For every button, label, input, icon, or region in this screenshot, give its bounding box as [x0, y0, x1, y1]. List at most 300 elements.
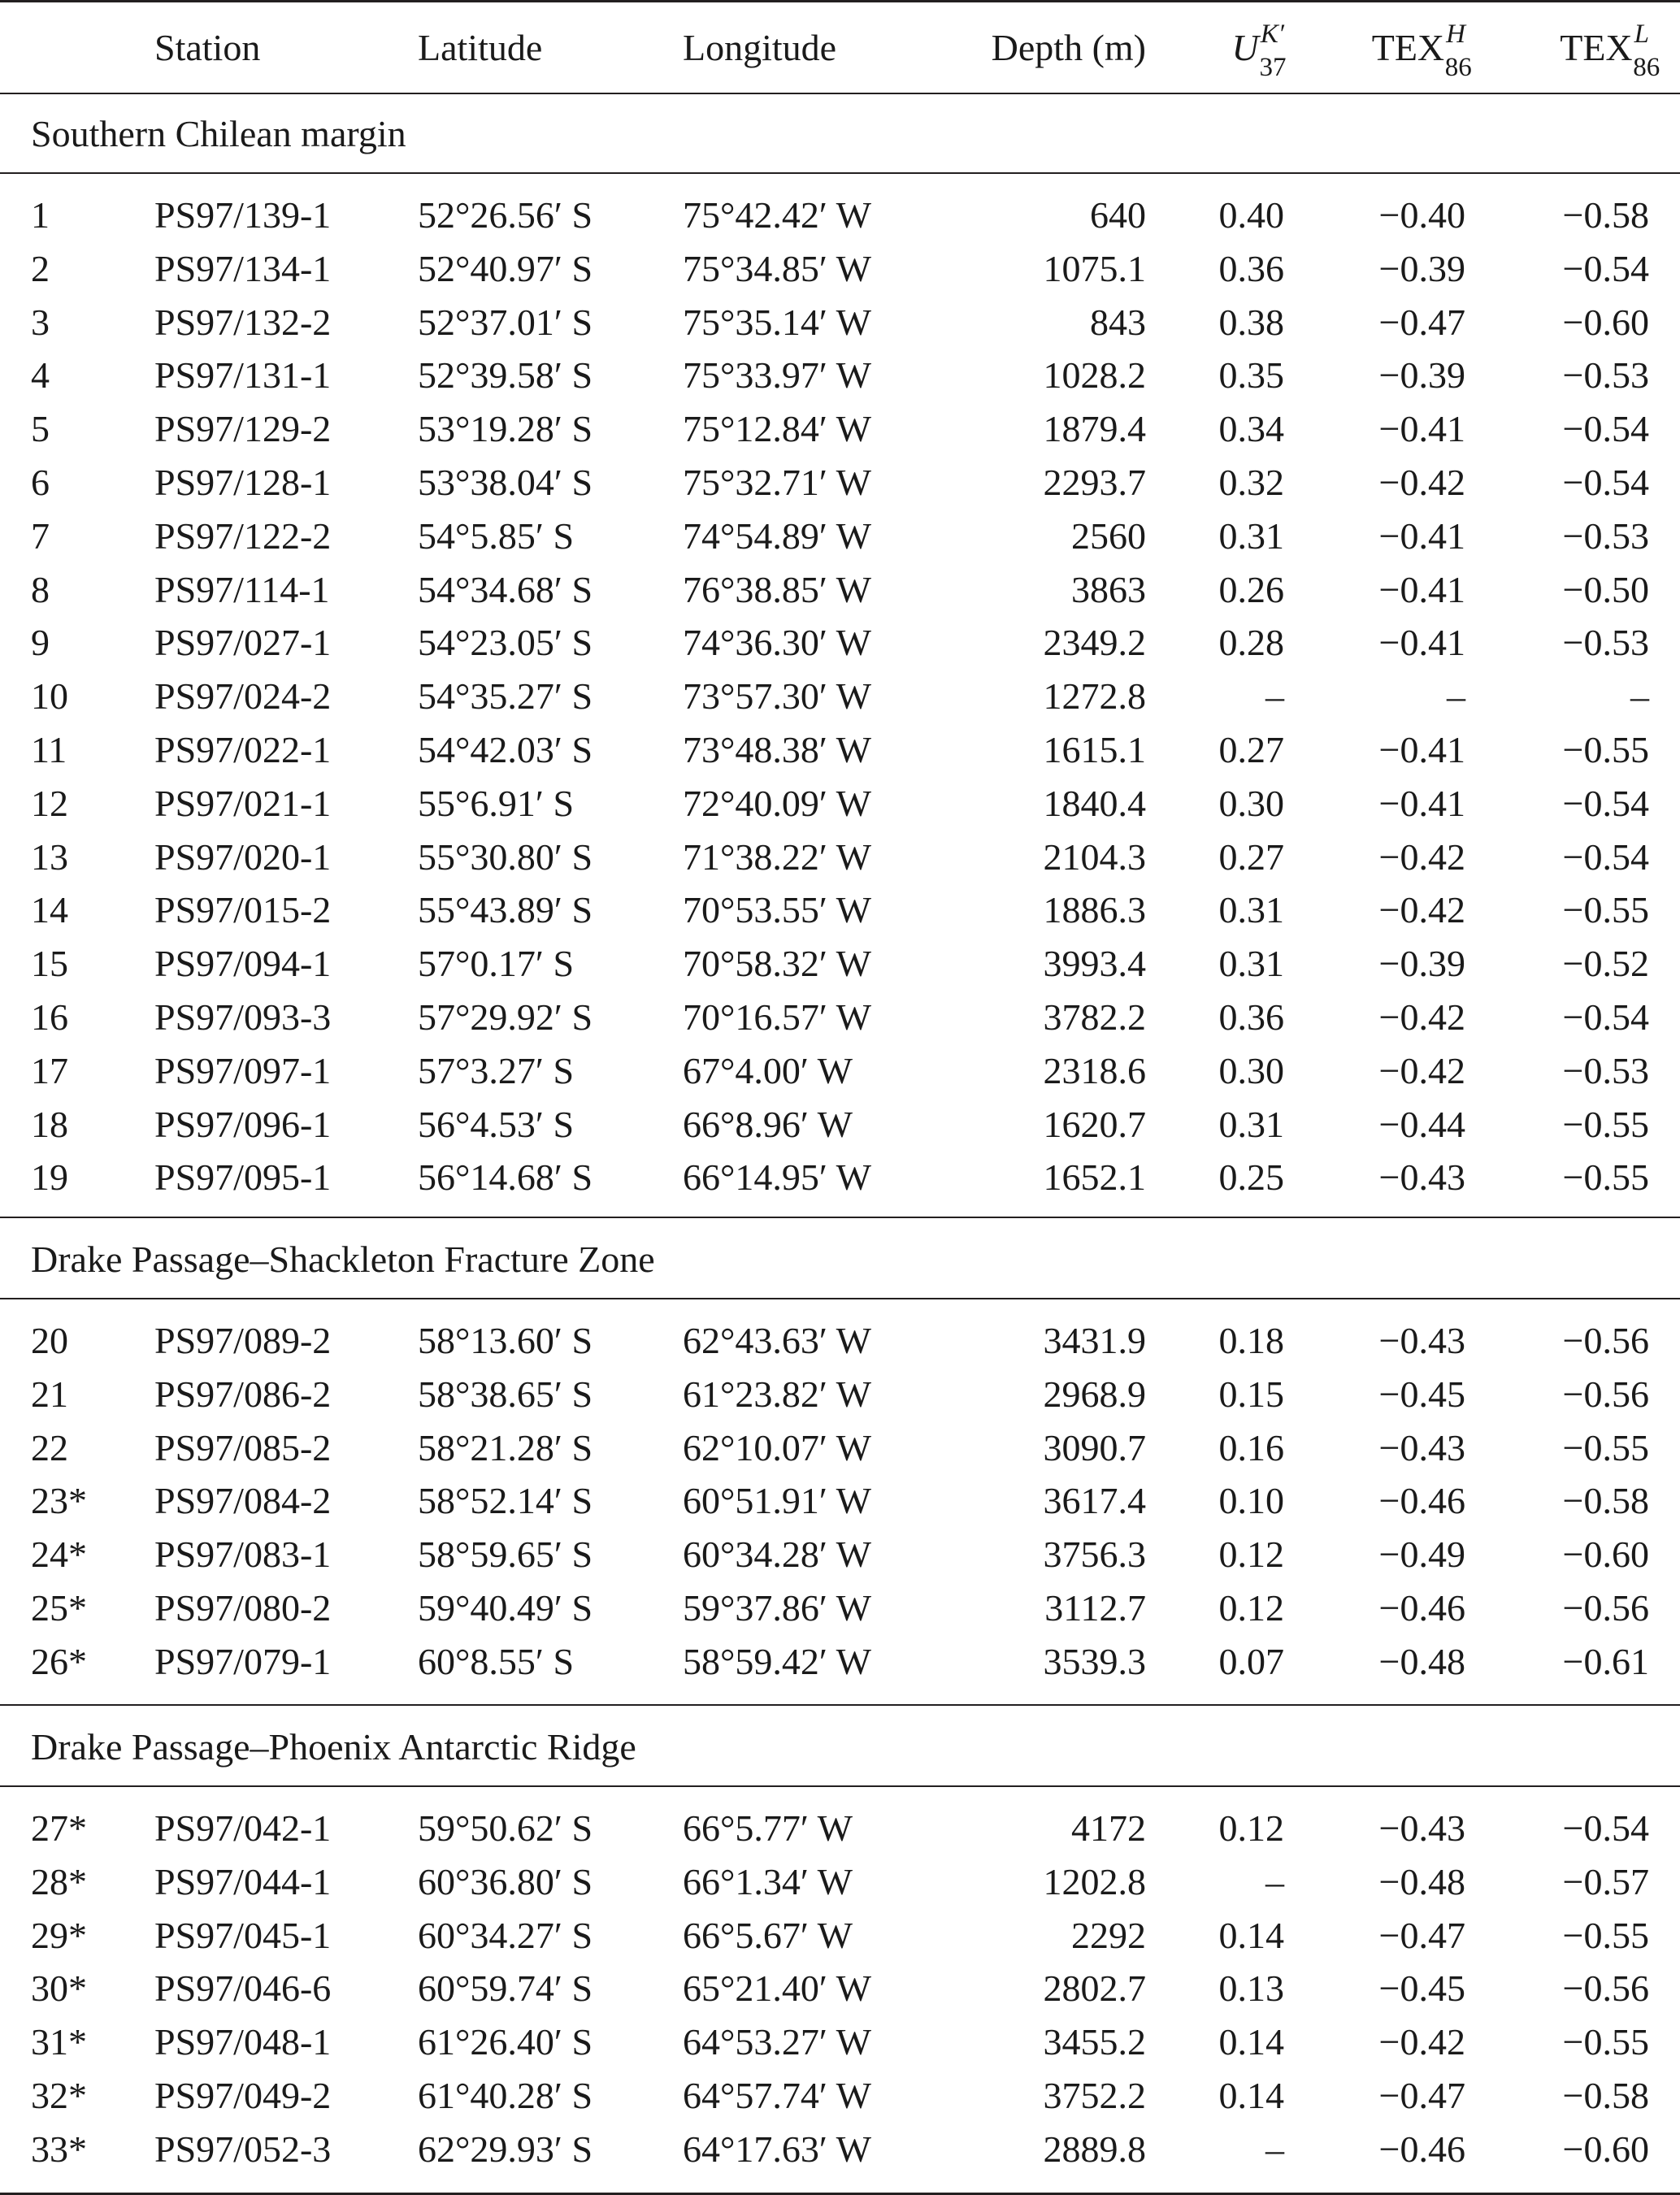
depth: 3863 — [1071, 568, 1146, 610]
longitude: 73°48.38′ W — [683, 729, 872, 770]
tex86l-value: −0.55 — [1562, 2021, 1649, 2063]
uk37-value: 0.30 — [1218, 1049, 1284, 1091]
station-id: PS97/046-6 — [154, 1967, 332, 2010]
depth: 2349.2 — [1043, 622, 1146, 664]
longitude: 65°21.40′ W — [683, 1967, 872, 2010]
table-row — [0, 402, 1680, 456]
latitude: 54°35.27′ S — [418, 675, 593, 718]
longitude: 70°53.55′ W — [683, 889, 872, 931]
table-row — [0, 723, 1680, 777]
longitude: 60°51.91′ W — [683, 1480, 872, 1522]
uk37-value: 0.35 — [1218, 354, 1284, 397]
uk37-value: 0.34 — [1218, 408, 1284, 450]
header-texl — [1560, 20, 1660, 82]
tex86l-value: −0.60 — [1562, 301, 1649, 343]
longitude: 58°59.42′ W — [683, 1640, 872, 1682]
row-number: 10 — [31, 675, 68, 718]
longitude: 74°54.89′ W — [683, 514, 872, 557]
longitude: 64°17.63′ W — [683, 2128, 872, 2170]
station-id: PS97/083-1 — [154, 1533, 332, 1576]
row-number: 24* — [31, 1533, 87, 1576]
station-id: PS97/131-1 — [154, 354, 332, 397]
header-row — [0, 20, 1680, 82]
uk37-value: 0.14 — [1218, 2021, 1284, 2063]
longitude: 75°12.84′ W — [683, 408, 872, 450]
tex86l-value: −0.55 — [1562, 1156, 1649, 1199]
section-title: Southern Chilean margin — [31, 113, 406, 154]
station-id: PS97/020-1 — [154, 835, 332, 878]
uk37-value: 0.16 — [1218, 1426, 1284, 1468]
row-number: 27* — [31, 1807, 87, 1849]
depth: 3756.3 — [1043, 1533, 1146, 1576]
station-id: PS97/052-3 — [154, 2128, 332, 2170]
uk37-value: 0.36 — [1218, 996, 1284, 1038]
depth: 3782.2 — [1043, 996, 1146, 1038]
table-row — [0, 937, 1680, 991]
depth: 3455.2 — [1043, 2021, 1146, 2063]
station-id: PS97/049-2 — [154, 2075, 332, 2116]
table-row — [0, 831, 1680, 884]
tex86l-value: −0.53 — [1562, 1049, 1649, 1091]
depth: 1620.7 — [1043, 1103, 1146, 1145]
tex86l-value: −0.53 — [1562, 622, 1649, 664]
row-number: 4 — [31, 354, 50, 397]
latitude: 58°59.65′ S — [418, 1533, 593, 1576]
latitude: 57°0.17′ S — [418, 943, 575, 985]
table-row — [0, 1581, 1680, 1635]
depth: 3112.7 — [1044, 1587, 1146, 1629]
section-rule — [0, 1785, 1680, 1787]
latitude: 55°43.89′ S — [418, 889, 593, 931]
depth: 1028.2 — [1043, 354, 1146, 397]
uk37-value: – — [1265, 2128, 1284, 2170]
tex86h-value: −0.43 — [1378, 1156, 1465, 1199]
station-id: PS97/015-2 — [154, 889, 332, 931]
longitude: 66°8.96′ W — [683, 1103, 853, 1145]
uk37-value: 0.14 — [1218, 1914, 1284, 1956]
longitude: 66°14.95′ W — [683, 1156, 872, 1199]
longitude: 64°57.74′ W — [683, 2075, 872, 2116]
longitude: 76°38.85′ W — [683, 568, 872, 610]
tex86h-value: −0.44 — [1378, 1103, 1465, 1145]
tex86l-value: −0.55 — [1562, 729, 1649, 770]
uk37-value: 0.18 — [1218, 1320, 1284, 1361]
header-texl-base: TEX — [1560, 27, 1633, 68]
station-id: PS97/021-1 — [154, 782, 332, 824]
uk37-value: 0.10 — [1218, 1480, 1284, 1522]
latitude: 52°40.97′ S — [418, 247, 593, 289]
station-id: PS97/096-1 — [154, 1103, 332, 1145]
table-row — [0, 1151, 1680, 1204]
tex86h-value: −0.43 — [1378, 1320, 1465, 1361]
longitude: 75°33.97′ W — [683, 354, 872, 397]
uk37-value: 0.30 — [1218, 782, 1284, 824]
station-id: PS97/132-2 — [154, 301, 332, 343]
table-row — [0, 670, 1680, 723]
latitude: 54°23.05′ S — [418, 622, 593, 664]
station-id: PS97/044-1 — [154, 1860, 332, 1902]
row-number: 1 — [31, 194, 50, 236]
longitude: 64°53.27′ W — [683, 2021, 872, 2063]
section-rule — [0, 172, 1680, 174]
row-number: 12 — [31, 782, 68, 824]
tex86l-value: −0.54 — [1562, 835, 1649, 878]
depth: 3617.4 — [1043, 1480, 1146, 1522]
latitude: 60°59.74′ S — [418, 1967, 593, 2010]
tex86l-value: −0.53 — [1562, 514, 1649, 557]
longitude: 67°4.00′ W — [683, 1049, 853, 1091]
table-row — [0, 1421, 1680, 1475]
tex86l-value: −0.54 — [1562, 996, 1649, 1038]
tex86h-value: −0.47 — [1378, 1914, 1465, 1956]
tex86h-value: −0.41 — [1378, 514, 1465, 557]
header-texh-sup: H — [1446, 20, 1465, 49]
uk37-value: 0.31 — [1218, 1103, 1284, 1145]
header-texh-sub: 86 — [1444, 53, 1472, 82]
header-uk37-base: U — [1231, 27, 1259, 68]
header-texl-sup: L — [1634, 20, 1649, 49]
longitude: 66°1.34′ W — [683, 1860, 853, 1902]
tex86l-value: −0.60 — [1562, 2128, 1649, 2170]
table-row — [0, 1802, 1680, 1855]
uk37-value: 0.25 — [1218, 1156, 1284, 1199]
station-id: PS97/085-2 — [154, 1426, 332, 1468]
depth: 2560 — [1071, 514, 1146, 557]
station-id: PS97/093-3 — [154, 996, 332, 1038]
table-row — [0, 1855, 1680, 1909]
tex86h-value: −0.43 — [1378, 1426, 1465, 1468]
row-number: 30* — [31, 1967, 87, 2010]
tex86l-value: −0.55 — [1562, 1103, 1649, 1145]
station-id: PS97/122-2 — [154, 514, 332, 557]
tex86h-value: −0.39 — [1378, 354, 1465, 397]
latitude: 58°13.60′ S — [418, 1320, 593, 1361]
tex86h-value: −0.41 — [1378, 568, 1465, 610]
row-number: 6 — [31, 462, 50, 503]
longitude: 66°5.67′ W — [683, 1914, 853, 1956]
table-row — [0, 189, 1680, 242]
tex86l-value: −0.58 — [1562, 194, 1649, 236]
longitude: 72°40.09′ W — [683, 782, 872, 824]
section-title: Drake Passage–Phoenix Antarctic Ridge — [31, 1726, 636, 1768]
row-number: 18 — [31, 1103, 68, 1145]
section-rule — [0, 1298, 1680, 1299]
section-end-rule — [0, 1217, 1680, 1218]
table-row — [0, 2123, 1680, 2176]
tex86l-value: −0.54 — [1562, 408, 1649, 450]
latitude: 52°39.58′ S — [418, 354, 593, 397]
header-depth: Depth (m) — [991, 27, 1146, 68]
tex86h-value: −0.42 — [1378, 462, 1465, 503]
tex86h-value: −0.43 — [1378, 1807, 1465, 1849]
table-row — [0, 883, 1680, 937]
tex86l-value: −0.61 — [1562, 1640, 1649, 1682]
tex86h-value: −0.46 — [1378, 2128, 1465, 2170]
tex86h-value: −0.45 — [1378, 1373, 1465, 1415]
tex86l-value: −0.56 — [1562, 1587, 1649, 1629]
tex86l-value: −0.53 — [1562, 354, 1649, 397]
row-number: 20 — [31, 1320, 68, 1361]
tex86l-value: −0.57 — [1562, 1860, 1649, 1902]
latitude: 54°34.68′ S — [418, 568, 593, 610]
uk37-value: – — [1265, 675, 1284, 718]
uk37-value: 0.07 — [1218, 1640, 1284, 1682]
longitude: 66°5.77′ W — [683, 1807, 853, 1849]
row-number: 26* — [31, 1640, 87, 1682]
station-id: PS97/022-1 — [154, 729, 332, 770]
tex86l-value: −0.56 — [1562, 1373, 1649, 1415]
latitude: 58°52.14′ S — [418, 1480, 593, 1522]
table-row — [0, 563, 1680, 617]
header-latitude: Latitude — [418, 27, 543, 68]
uk37-value: 0.15 — [1218, 1373, 1284, 1415]
longitude: 70°58.32′ W — [683, 943, 872, 985]
depth: 1272.8 — [1043, 675, 1146, 718]
table-row — [0, 1635, 1680, 1689]
depth: 1615.1 — [1043, 729, 1146, 770]
uk37-value: 0.31 — [1218, 514, 1284, 557]
uk37-value: 0.27 — [1218, 835, 1284, 878]
uk37-value: 0.28 — [1218, 622, 1284, 664]
header-uk37 — [1231, 20, 1287, 82]
longitude: 75°35.14′ W — [683, 301, 872, 343]
tex86l-value: −0.54 — [1562, 1807, 1649, 1849]
depth: 2889.8 — [1043, 2128, 1146, 2170]
table-row — [0, 777, 1680, 831]
section-end-rule — [0, 1704, 1680, 1706]
longitude: 75°42.42′ W — [683, 194, 872, 236]
uk37-value: 0.40 — [1218, 194, 1284, 236]
depth: 3993.4 — [1043, 943, 1146, 985]
tex86l-value: −0.55 — [1562, 889, 1649, 931]
depth: 2293.7 — [1043, 462, 1146, 503]
tex86h-value: −0.41 — [1378, 729, 1465, 770]
row-number: 16 — [31, 996, 68, 1038]
depth: 2802.7 — [1043, 1967, 1146, 2010]
header-rule — [0, 93, 1680, 94]
table-row — [0, 2069, 1680, 2123]
longitude: 62°43.63′ W — [683, 1320, 872, 1361]
tex86h-value: −0.46 — [1378, 1480, 1465, 1522]
latitude: 58°21.28′ S — [418, 1426, 593, 1468]
station-id: PS97/079-1 — [154, 1640, 332, 1682]
depth: 1202.8 — [1043, 1860, 1146, 1902]
table-row — [0, 296, 1680, 349]
station-id: PS97/139-1 — [154, 194, 332, 236]
station-id: PS97/089-2 — [154, 1320, 332, 1361]
table-row — [0, 1528, 1680, 1581]
longitude: 62°10.07′ W — [683, 1426, 872, 1468]
tex86l-value: −0.54 — [1562, 782, 1649, 824]
latitude: 55°30.80′ S — [418, 835, 593, 878]
latitude: 53°38.04′ S — [418, 462, 593, 503]
tex86l-value: −0.55 — [1562, 1914, 1649, 1956]
longitude: 73°57.30′ W — [683, 675, 872, 718]
station-id: PS97/027-1 — [154, 622, 332, 664]
tex86l-value: – — [1630, 675, 1649, 718]
uk37-value: 0.38 — [1218, 301, 1284, 343]
header-texh-base: TEX — [1371, 27, 1445, 68]
uk37-value: 0.12 — [1218, 1587, 1284, 1629]
table-row — [0, 349, 1680, 402]
latitude: 54°42.03′ S — [418, 729, 593, 770]
depth: 2318.6 — [1043, 1049, 1146, 1091]
row-number: 32* — [31, 2075, 87, 2116]
station-id: PS97/086-2 — [154, 1373, 332, 1415]
row-number: 11 — [31, 729, 67, 770]
row-number: 8 — [31, 568, 50, 610]
depth: 1886.3 — [1043, 889, 1146, 931]
row-number: 17 — [31, 1049, 68, 1091]
depth: 3431.9 — [1043, 1320, 1146, 1361]
row-number: 3 — [31, 301, 50, 343]
tex86h-value: −0.39 — [1378, 943, 1465, 985]
header-texh — [1371, 20, 1472, 82]
depth: 1075.1 — [1043, 247, 1146, 289]
row-number: 19 — [31, 1156, 68, 1199]
tex86l-value: −0.50 — [1562, 568, 1649, 610]
latitude: 59°40.49′ S — [418, 1587, 593, 1629]
uk37-value: 0.12 — [1218, 1807, 1284, 1849]
table-row — [0, 1044, 1680, 1098]
station-id: PS97/114-1 — [154, 568, 330, 610]
latitude: 52°37.01′ S — [418, 301, 593, 343]
latitude: 57°29.92′ S — [418, 996, 593, 1038]
station-id: PS97/129-2 — [154, 408, 332, 450]
table-row — [0, 510, 1680, 563]
row-number: 5 — [31, 408, 50, 450]
row-number: 9 — [31, 622, 50, 664]
latitude: 54°5.85′ S — [418, 514, 575, 557]
station-id: PS97/094-1 — [154, 943, 332, 985]
latitude: 60°36.80′ S — [418, 1860, 593, 1902]
depth: 3539.3 — [1043, 1640, 1146, 1682]
station-id: PS97/084-2 — [154, 1480, 332, 1522]
longitude: 75°34.85′ W — [683, 247, 872, 289]
row-number: 2 — [31, 247, 50, 289]
table-row — [0, 1368, 1680, 1421]
longitude: 71°38.22′ W — [683, 835, 872, 878]
depth: 4172 — [1071, 1807, 1146, 1849]
station-id: PS97/128-1 — [154, 462, 332, 503]
depth: 1652.1 — [1043, 1156, 1146, 1199]
uk37-value: 0.36 — [1218, 247, 1284, 289]
longitude: 59°37.86′ W — [683, 1587, 872, 1629]
row-number: 13 — [31, 835, 68, 878]
latitude: 62°29.93′ S — [418, 2128, 593, 2170]
tex86h-value: −0.40 — [1378, 194, 1465, 236]
station-id: PS97/080-2 — [154, 1587, 332, 1629]
tex86h-value: −0.47 — [1378, 2075, 1465, 2116]
tex86h-value: −0.39 — [1378, 247, 1465, 289]
uk37-value: – — [1265, 1860, 1284, 1902]
depth: 3752.2 — [1043, 2075, 1146, 2116]
latitude: 61°40.28′ S — [418, 2075, 593, 2116]
depth: 2292 — [1071, 1914, 1146, 1956]
tex86h-value: −0.41 — [1378, 782, 1465, 824]
tex86l-value: −0.56 — [1562, 1320, 1649, 1361]
longitude: 60°34.28′ W — [683, 1533, 872, 1576]
latitude: 60°34.27′ S — [418, 1914, 593, 1956]
row-number: 14 — [31, 889, 68, 931]
row-number: 22 — [31, 1426, 68, 1468]
tex86h-value: −0.42 — [1378, 996, 1465, 1038]
tex86h-value: −0.41 — [1378, 408, 1465, 450]
depth: 3090.7 — [1043, 1426, 1146, 1468]
tex86h-value: −0.49 — [1378, 1533, 1465, 1576]
uk37-value: 0.26 — [1218, 568, 1284, 610]
table-row — [0, 1474, 1680, 1528]
tex86h-value: −0.45 — [1378, 1967, 1465, 2010]
table-row — [0, 2015, 1680, 2069]
header-station: Station — [154, 27, 261, 68]
uk37-value: 0.32 — [1218, 462, 1284, 503]
latitude: 52°26.56′ S — [418, 194, 593, 236]
table-row — [0, 1909, 1680, 1963]
tex86h-value: – — [1447, 675, 1465, 718]
row-number: 7 — [31, 514, 50, 557]
tex86h-value: −0.42 — [1378, 2021, 1465, 2063]
tex86l-value: −0.54 — [1562, 247, 1649, 289]
tex86h-value: −0.46 — [1378, 1587, 1465, 1629]
row-number: 23* — [31, 1480, 87, 1522]
latitude: 53°19.28′ S — [418, 408, 593, 450]
tex86h-value: −0.48 — [1378, 1860, 1465, 1902]
longitude: 61°23.82′ W — [683, 1373, 872, 1415]
station-id: PS97/134-1 — [154, 247, 332, 289]
depth: 843 — [1090, 301, 1146, 343]
latitude: 55°6.91′ S — [418, 782, 575, 824]
longitude: 70°16.57′ W — [683, 996, 872, 1038]
uk37-value: 0.31 — [1218, 889, 1284, 931]
latitude: 57°3.27′ S — [418, 1049, 575, 1091]
tex86l-value: −0.60 — [1562, 1533, 1649, 1576]
longitude: 75°32.71′ W — [683, 462, 872, 503]
depth: 1879.4 — [1043, 408, 1146, 450]
row-number: 31* — [31, 2021, 87, 2063]
station-id: PS97/045-1 — [154, 1914, 332, 1956]
table-row — [0, 1962, 1680, 2015]
table-row — [0, 991, 1680, 1044]
header-uk37-sub: 37 — [1259, 53, 1287, 82]
row-number: 25* — [31, 1587, 87, 1629]
table-row — [0, 616, 1680, 670]
row-number: 15 — [31, 943, 68, 985]
depth: 2968.9 — [1043, 1373, 1146, 1415]
table-top-rule — [0, 0, 1680, 2]
tex86l-value: −0.52 — [1562, 943, 1649, 985]
tex86h-value: −0.48 — [1378, 1640, 1465, 1682]
latitude: 60°8.55′ S — [418, 1640, 575, 1682]
station-id: PS97/097-1 — [154, 1049, 332, 1091]
uk37-value: 0.14 — [1218, 2075, 1284, 2116]
latitude: 56°4.53′ S — [418, 1103, 575, 1145]
header-longitude: Longitude — [683, 27, 837, 68]
table-row — [0, 1314, 1680, 1368]
tex86h-value: −0.41 — [1378, 622, 1465, 664]
table-row — [0, 242, 1680, 296]
section-title: Drake Passage–Shackleton Fracture Zone — [31, 1238, 655, 1280]
latitude: 59°50.62′ S — [418, 1807, 593, 1849]
row-number: 29* — [31, 1914, 87, 1956]
depth: 640 — [1090, 194, 1146, 236]
uk37-value: 0.31 — [1218, 943, 1284, 985]
tex86l-value: −0.56 — [1562, 1967, 1649, 2010]
header-texl-sub: 86 — [1633, 53, 1660, 82]
uk37-value: 0.13 — [1218, 1967, 1284, 2010]
uk37-value: 0.12 — [1218, 1533, 1284, 1576]
tex86h-value: −0.42 — [1378, 1049, 1465, 1091]
